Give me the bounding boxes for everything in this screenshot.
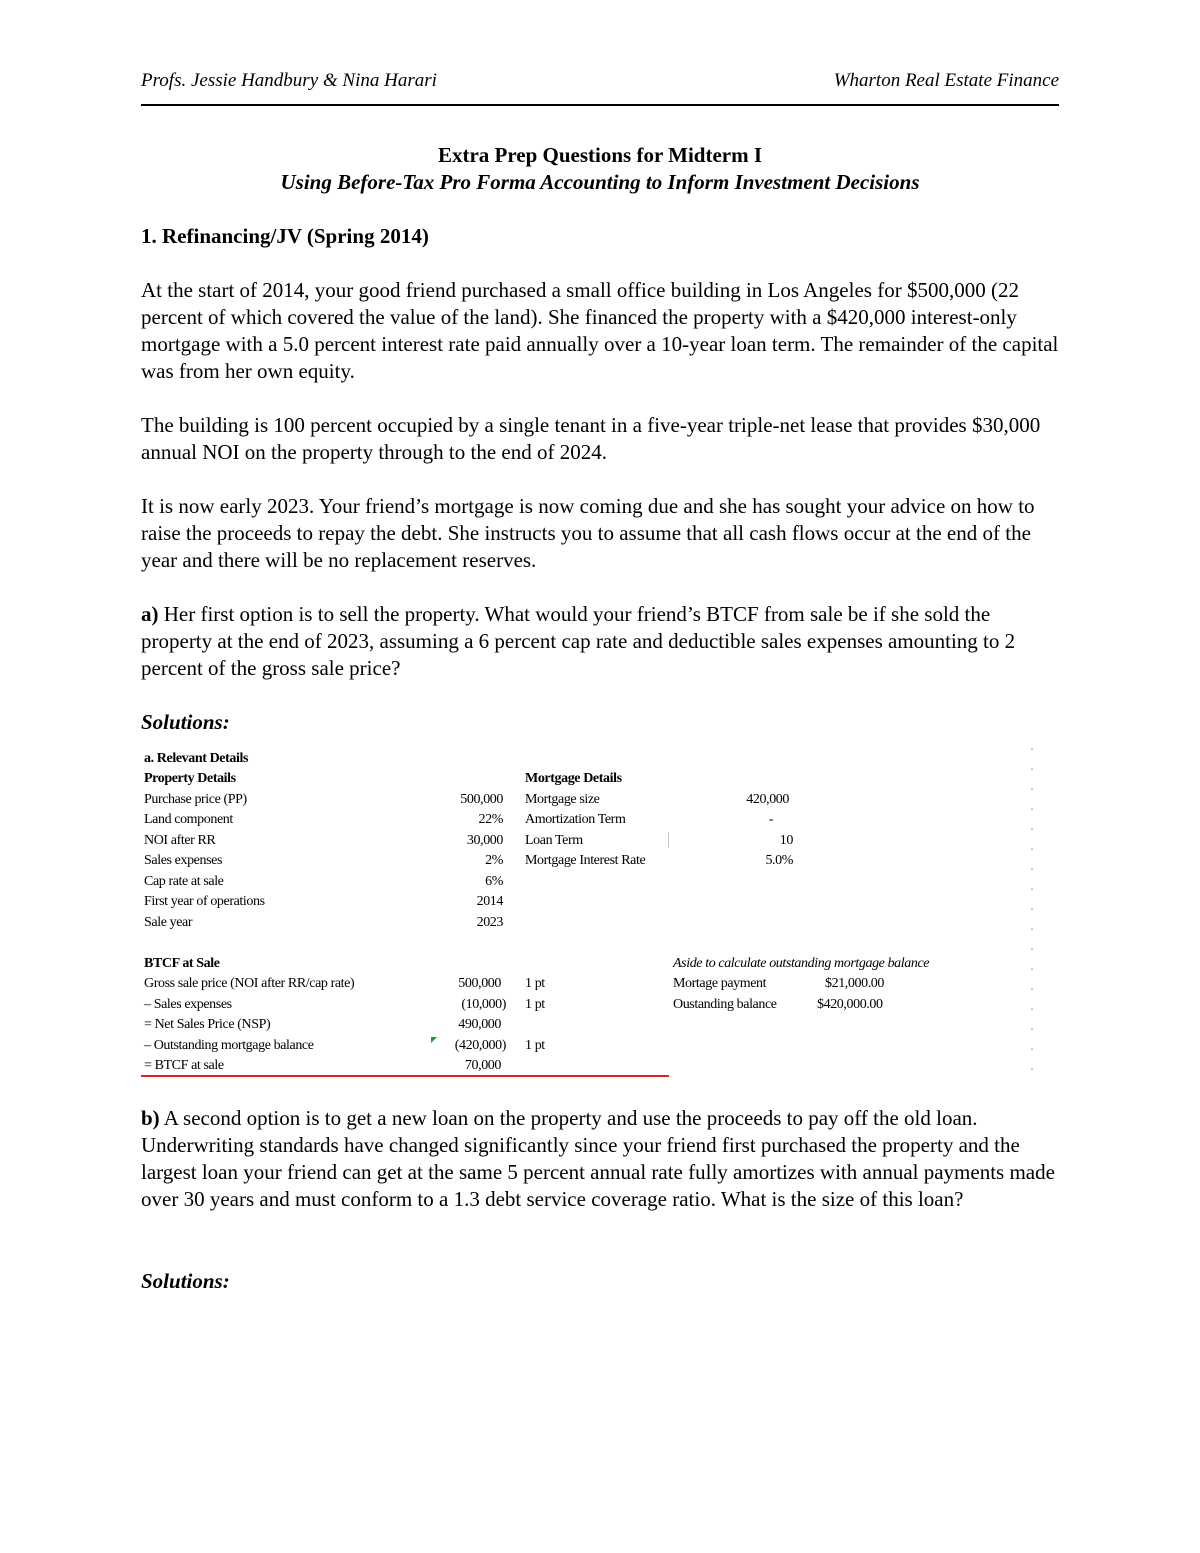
mortgage-value: 5.0% [765,853,793,868]
header-authors: Profs. Jessie Handbury & Nina Harari [141,70,437,91]
btcf-label: = BTCF at sale [144,1058,224,1073]
property-label: Purchase price (PP) [144,792,247,807]
mortgage-value: 420,000 [746,792,789,807]
btcf-label: – Outstanding mortgage balance [144,1038,314,1053]
solutions-label-b: Solutions: [141,1269,230,1293]
property-label: Land component [144,812,233,827]
section-title: 1. Refinancing/JV (Spring 2014) [141,224,429,248]
btcf-value: (10,000) [461,997,506,1012]
header-course: Wharton Real Estate Finance [833,70,1059,91]
solutions-label-a: Solutions: [141,710,230,734]
question-a-label: a) [141,602,159,626]
property-label: Sales expenses [144,853,222,868]
property-value: 2% [485,853,503,868]
property-label: First year of operations [144,894,265,909]
total-underline [141,1075,669,1077]
mortgage-label: Mortgage size [525,792,600,807]
paragraph-purchase: At the start of 2014, your good friend purchased a small office building in Los Angeles for $500,000 (22 percent of which covered the value of the land). She financed the property with a $420,000 interest-only mortgage with a 5.0 percent interest rate paid annually over a 10-year loan term. The remainder of the capital was from her own equity. [141,278,1059,383]
mortgage-label: Mortgage Interest Rate [525,853,646,868]
question-b-text: A second option is to get a new loan on the property and use the proceeds to pay off the old loan. Underwriting standards have changed significantly since your friend first purchased the property and the largest loan your friend can get at the same 5 percent annual rate fully amortizes with annual payments made over 30 years and must conform to a 1.3 debt service coverage ratio. What is the size of this loan? [141,1106,1055,1211]
btcf-label: Gross sale price (NOI after RR/cap rate) [144,976,355,991]
header-divider [141,104,1059,106]
aside-value: $21,000.00 [825,976,885,991]
document-title: Extra Prep Questions for Midterm I [437,143,763,167]
mortgage-details-heading: Mortgage Details [525,771,622,786]
property-details-heading: Property Details [144,771,236,786]
btcf-value: (420,000) [454,1038,506,1053]
mortgage-label: Amortization Term [525,812,626,827]
btcf-label: – Sales expenses [144,997,232,1012]
aside-label: Mortage payment [673,976,767,991]
aside-heading: Aside to calculate outstanding mortgage balance [673,956,930,971]
btcf-value: 500,000 [458,976,501,991]
property-label: Cap rate at sale [144,874,224,889]
question-a [141,601,1066,682]
btcf-points: 1 pt [525,1038,545,1053]
question-b-label: b) [141,1106,160,1130]
paragraph-situation: It is now early 2023. Your friend’s mortgage is now coming due and she has sought your advice on how to raise the proceeds to repay the debt. She instructs you to assume that all cash flows occur at the end of the year and there will be no replacement reserves. [141,494,1035,572]
property-label: Sale year [144,915,193,930]
btcf-points: 1 pt [525,997,545,1012]
btcf-heading: BTCF at Sale [144,956,220,971]
property-value: 30,000 [466,833,503,848]
spreadsheet-excerpt [141,748,1033,1080]
property-value: 500,000 [460,792,503,807]
property-value: 6% [485,874,503,889]
btcf-label: = Net Sales Price (NSP) [144,1017,271,1032]
sheet-heading: a. Relevant Details [144,751,248,766]
question-b [141,1105,1066,1213]
question-a-text: Her first option is to sell the property. What would your friend’s BTCF from sale be if she sold the property at the end of 2023, assuming a 6 percent cap rate and deductible sales expenses amounting to 2 percent of the gross sale price? [141,602,1016,680]
gridline-dots [1031,748,1033,1080]
mortgage-value: 10 [779,833,793,848]
document-subtitle: Using Before-Tax Pro Forma Accounting to Inform Investment Decisions [280,170,920,194]
property-value: 2023 [476,915,503,930]
cell-border [668,832,669,848]
aside-label: Oustanding balance [673,997,777,1012]
property-label: NOI after RR [144,833,216,848]
btcf-value: 490,000 [458,1017,501,1032]
btcf-value: 70,000 [464,1058,501,1073]
mortgage-value: - [768,812,773,827]
property-value: 22% [478,812,503,827]
property-value: 2014 [476,894,503,909]
mortgage-label: Loan Term [525,833,583,848]
paragraph-lease: The building is 100 percent occupied by a single tenant in a five-year triple-net lease that provides $30,000 annual NOI on the property through to the end of 2024. [141,413,1041,464]
btcf-points: 1 pt [525,976,545,991]
aside-value: $420,000.00 [817,997,883,1012]
